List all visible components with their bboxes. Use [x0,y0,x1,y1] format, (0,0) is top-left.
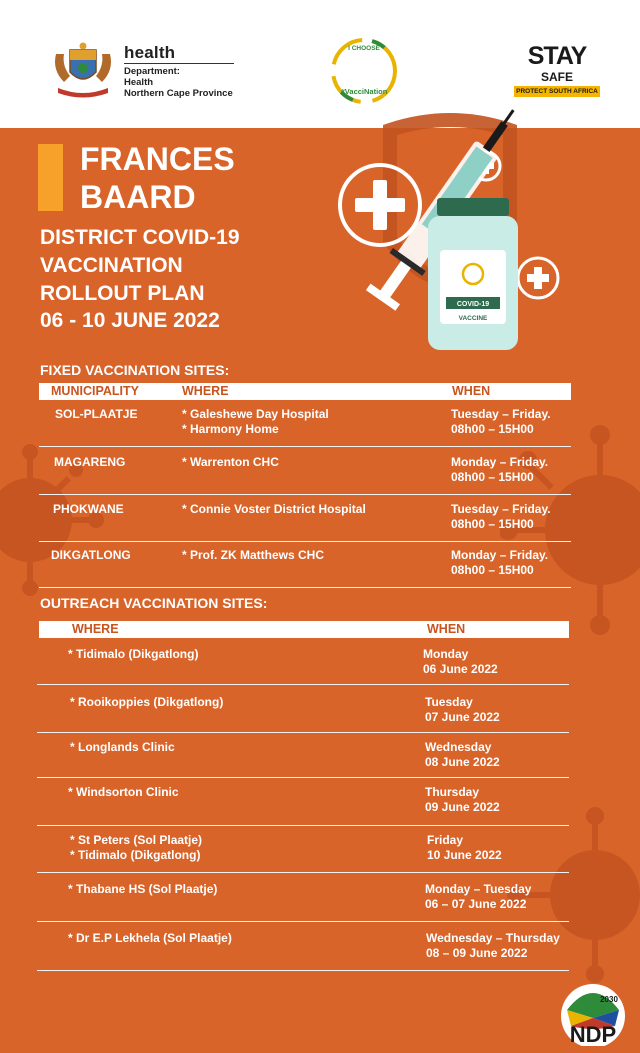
fixed-when-hours: 08h00 – 15H00 [451,422,534,436]
fixed-site-row [39,455,571,495]
fixed-where [182,548,324,563]
fixed-where-line1: * Prof. ZK Matthews CHC [182,548,325,562]
fixed-when-hours: 08h00 – 15H00 [451,470,534,484]
plan-dates: 06 - 10 JUNE 2022 [40,309,220,332]
outreach-when-date: 08 June 2022 [425,755,500,769]
outreach-when-date: 06 – 07 June 2022 [425,897,527,911]
department-line3: Northern Cape Province [124,88,233,99]
fixed-when-days: Monday – Friday. [451,548,549,562]
outreach-site-row [37,833,569,873]
fixed-site-row [39,548,571,588]
fixed-col-where: WHERE [182,384,229,398]
outreach-sites-header [39,621,569,638]
outreach-when-date: 06 June 2022 [423,662,498,676]
outreach-when [425,882,531,912]
fixed-col-when: WHEN [452,384,491,398]
fixed-where [182,502,366,517]
vial-label-line2: VACCINE [458,315,488,322]
department-logo-text [124,44,234,99]
outreach-when [425,695,500,725]
outreach-site-row [37,785,569,826]
fixed-where [182,407,329,437]
title-accent-bar [38,144,63,211]
outreach-col-when: WHEN [427,622,466,636]
department-line1: Department: [124,66,180,77]
outreach-where: * Longlands Clinic [70,740,175,754]
fixed-when [451,502,551,532]
fixed-municipality: SOL-PLAATJE [55,407,138,421]
outreach-when-day: Monday [423,647,469,661]
outreach-when-day: Wednesday – Thursday [426,931,560,945]
fixed-where [182,455,279,470]
outreach-site-row [37,740,569,778]
district-title-line2: BAARD [80,179,196,215]
outreach-where: * Windsorton Clinic [68,785,179,799]
fixed-where-line1: * Warrenton CHC [182,455,279,469]
protect-sa-label: PROTECT SOUTH AFRICA [514,86,600,97]
outreach-when-day: Friday [427,833,464,847]
outreach-when [427,833,502,863]
provincial-crest-icon [50,42,116,100]
fixed-when-hours: 08h00 – 15H00 [451,563,534,577]
fixed-site-row [39,502,571,542]
fixed-municipality: PHOKWANE [53,502,124,516]
outreach-where: * Dr E.P Lekhela (Sol Plaatje) [68,931,232,945]
fixed-when-days: Tuesday – Friday. [451,502,551,516]
outreach-when-day: Thursday [425,785,480,799]
outreach-when-day: Wednesday [425,740,492,754]
outreach-when [425,785,500,815]
outreach-when [425,740,500,770]
department-line2: Health [124,77,154,88]
outreach-where: * Thabane HS (Sol Plaatje) [68,882,218,896]
fixed-when [451,455,548,485]
fixed-where-line1: * Galeshewe Day Hospital [182,407,329,421]
fixed-site-row [39,407,571,447]
district-title [80,140,340,216]
outreach-site-row [37,695,569,733]
fixed-municipality: DIKGATLONG [51,548,131,562]
outreach-site-row [37,647,569,685]
fixed-municipality: MAGARENG [54,455,126,469]
plan-subtitle [40,224,340,308]
stay-label: STAY [527,42,587,70]
outreach-when-date: 07 June 2022 [425,710,500,724]
fixed-where-line1: * Connie Voster District Hospital [182,502,366,516]
plan-subtitle-line3: ROLLOUT PLAN [40,282,205,305]
ndp-2030-logo [557,980,629,1046]
fixed-sites-header [39,383,571,400]
outreach-col-where: WHERE [72,622,119,636]
district-title-line1: FRANCES [80,141,235,177]
outreach-site-row [37,931,569,971]
outreach-when-date: 10 June 2022 [427,848,502,862]
plan-subtitle-line2: VACCINATION [40,254,183,277]
fixed-when-days: Tuesday – Friday. [451,407,551,421]
department-health-label: health [124,43,176,62]
plan-subtitle-line1: DISTRICT COVID-19 [40,226,240,249]
outreach-when [423,647,498,677]
outreach-when-date: 08 – 09 June 2022 [426,946,528,960]
outreach-where-line1: * St Peters (Sol Plaatje) [70,833,203,847]
outreach-where: * Tidimalo (Dikgatlong) [68,647,199,661]
i-choose-label: I CHOOSE [348,45,380,52]
outreach-site-row [37,882,569,922]
fixed-when [451,407,551,437]
safe-label: SAFE [540,70,573,84]
fixed-when-days: Monday – Friday. [451,455,549,469]
ndp-year: 2030 [600,995,618,1004]
department-divider [124,63,234,64]
outreach-when [426,931,560,961]
outreach-where-line2: * Tidimalo (Dikgatlong) [70,848,201,862]
ndp-text: NDP [569,1022,617,1046]
outreach-when-date: 09 June 2022 [425,800,500,814]
vaccine-illustration [320,90,580,360]
vial-icon [428,198,518,350]
vial-label-line1: COVID-19 [456,301,490,308]
fixed-sites-title: FIXED VACCINATION SITES: [40,362,230,378]
fixed-when-hours: 08h00 – 15H00 [451,517,534,531]
fixed-where-line2: * Harmony Home [182,422,279,436]
vaccination-hashtag: #VacciNation [340,87,388,96]
outreach-when-day: Tuesday [425,695,473,709]
outreach-sites-title: OUTREACH VACCINATION SITES: [40,595,268,611]
outreach-where [70,833,202,863]
outreach-when-day: Monday – Tuesday [425,882,532,896]
fixed-when [451,548,548,578]
outreach-where: * Rooikoppies (Dikgatlong) [70,695,224,709]
fixed-col-municipality: MUNICIPALITY [51,384,139,398]
